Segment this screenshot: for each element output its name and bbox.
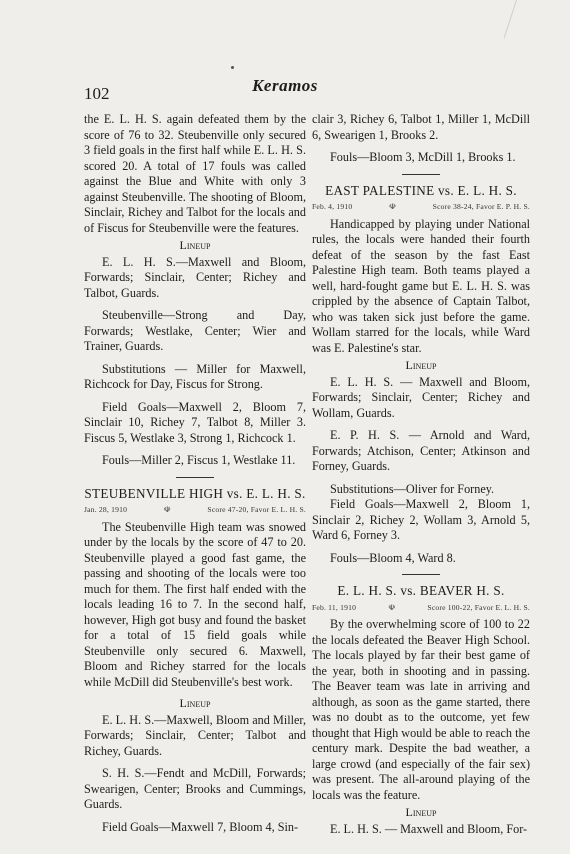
emblem-icon: ☫ [388, 602, 396, 612]
lineup-heading: Lineup [179, 238, 211, 252]
game-date: Jan. 28, 1910 [84, 505, 128, 514]
section-rule [176, 477, 214, 478]
paragraph: clair 3, Richey 6, Talbot 1, Miller 1, McDill 6, Swearigen 1, Brooks 2. [312, 112, 530, 142]
game-score: Score 100-22, Favor E. L. H. S. [427, 602, 530, 612]
ink-dot [231, 66, 234, 69]
game-score: Score 47-20, Favor E. L. H. S. [207, 505, 306, 514]
dateline [312, 199, 530, 215]
paragraph: Field Goals—Maxwell 7, Bloom 4, Sin- [102, 819, 299, 834]
dateline [84, 502, 306, 518]
paragraph: Fouls—Bloom 3, McDill 1, Brooks 1. [330, 150, 516, 164]
paragraph: E. L. H. S.—Maxwell, Bloom and Miller, Forwards; Sinclair, Center; Talbot and Richey, Guards. [84, 712, 306, 758]
paragraph: E. L. H. S. — Maxwell and Bloom, Forwards; Sinclair, Center; Richey and Wollam, Guards. [312, 374, 530, 420]
section-rule [402, 174, 440, 175]
paragraph: Substitutions — Miller for Maxwell, Richcock for Day, Fiscus for Strong. [84, 361, 306, 391]
paragraph: Fouls—Bloom 4, Ward 8. [330, 550, 456, 565]
dateline [312, 600, 530, 616]
emblem-icon: ☫ [163, 505, 171, 514]
game-title: STEUBENVILLE HIGH vs. E. L. H. S. [84, 485, 306, 501]
page-edge-line [504, 0, 517, 38]
paragraph: Handicapped by playing under National rules, the locals were handed their fourth defeat of the season by the fast East Palestine High team. Both teams played a well, hard-fought game but E. L. H. S. was crippled by the absence of Captain Talbot, who was taken sick just before the game. Wollam starred for the locals, while Ward was E. Palestine's star. [312, 216, 530, 355]
running-head: Keramos [252, 76, 318, 95]
paragraph: E. P. H. S. — Arnold and Ward, Forwards; Atchison, Center; Atkinson and Forney, Guards. [312, 428, 530, 473]
game-title: EAST PALESTINE vs. E. L. H. S. [325, 182, 517, 198]
paragraph: Fouls—Miller 2, Fiscus 1, Westlake 11. [102, 453, 296, 467]
lineup-heading: Lineup [179, 696, 211, 710]
paragraph: Field Goals—Maxwell 2, Bloom 1, Sinclair 2, Richey 2, Wollam 3, Arnold 5, Ward 6, Forney 3. [312, 497, 530, 542]
emblem-icon: ☫ [388, 202, 397, 211]
paragraph: Substitutions—Oliver for Forney. [330, 481, 495, 496]
lineup-heading: Lineup [405, 805, 437, 819]
paragraph: The Steubenville High team was snowed under by the locals by the score of 47 to 20. Steubenville played a good fast game, the passing and shooting of the locals were too much for them. The first half ended with the locals leading 16 to 7. In the second half, however, High got busy and found the basket for a total of 15 field goals while Steubenville only secured 6. Maxwell, Bloom and Richey starred for the locals while McDill did Steubenville's best work. [84, 519, 306, 689]
game-score: Score 38-24, Favor E. P. H. S. [432, 202, 530, 211]
paragraph: Steubenville—Strong and Day, Forwards; Westlake, Center; Wier and Trainer, Guards. [84, 308, 306, 353]
paragraph: the E. L. H. S. again defeated them by the score of 76 to 32. Steubenville only secured 3 field goals in the first half while E. L. H. S. scored 20. A total of 17 fouls was called against the Blue and White with only 3 against Steubenville. The shooting of Bloom, Sinclair, Richey and Talbot for the locals and of Fiscus for Steubenville were the features. [84, 112, 306, 235]
game-date: Feb. 4, 1910 [312, 202, 353, 211]
paragraph: By the overwhelming score of 100 to 22 the locals defeated the Beaver High School. The locals played by far their best game of the year, both in shooting and in passing. The Beaver team was late in arriving and although, as soon as the game started, there was no doubt as to the outcome, yet few thought that High would be able to reach the century mark. Despite the bad weather, a large crowd (and especially of the fair sex) was present. The all-around playing of the locals was the feature. [312, 617, 530, 802]
game-title: E. L. H. S. vs. BEAVER H. S. [337, 583, 505, 598]
paragraph: E. L. H. S.—Maxwell and Bloom, Forwards; Sinclair, Center; Richey and Talbot, Guards. [84, 254, 306, 300]
left-column [84, 112, 306, 835]
paragraph: S. H. S.—Fendt and McDill, Forwards; Swearigen, Center; Brooks and Cummings, Guards. [84, 766, 306, 811]
page-number: 102 [84, 84, 110, 103]
game-date: Feb. 11, 1910 [312, 602, 357, 612]
paragraph: Field Goals—Maxwell 2, Bloom 7, Sinclair 10, Richey 7, Talbot 8, Miller 3. Fiscus 5, Westlake 3, Strong 1, Richcock 1. [84, 399, 306, 445]
section-rule [402, 574, 440, 575]
right-column [312, 112, 530, 837]
paragraph: E. L. H. S. — Maxwell and Bloom, For- [330, 821, 528, 836]
lineup-heading: Lineup [405, 358, 437, 372]
